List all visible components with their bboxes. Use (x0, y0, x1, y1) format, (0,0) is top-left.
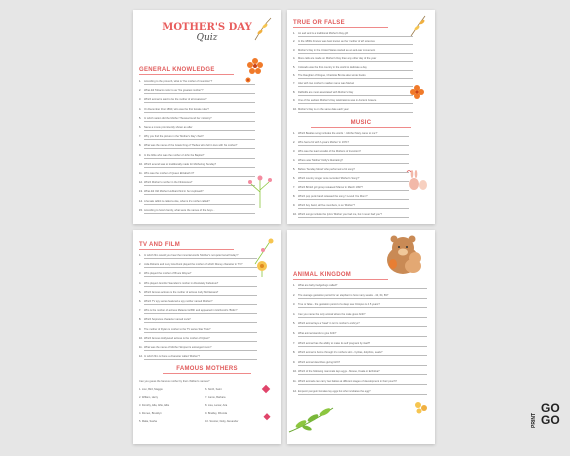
famous-mother-item (139, 420, 157, 423)
daisy-icon (411, 398, 431, 418)
answer-line (144, 121, 255, 122)
famous-intro: Can you guess the famous mother by their children's names? (139, 380, 210, 383)
question-text: Which animals can carry two babies at different stages of development in their pouch? (298, 380, 397, 383)
leaf-icon (251, 16, 273, 42)
question-number: 2. (139, 263, 142, 267)
question-item (293, 159, 409, 164)
question-number: 9. (139, 327, 142, 331)
question-number: 7. (293, 186, 296, 189)
question-number: 8. (139, 318, 142, 322)
bear-mother-icon (383, 234, 427, 276)
answer-line (298, 86, 413, 87)
answer-line (144, 130, 255, 131)
question-item (139, 181, 255, 186)
answer-line (144, 267, 257, 268)
answer-line (298, 53, 413, 54)
question-text: Which Mother's mother in the Flintstones? (144, 181, 193, 185)
question-text: Can you name the only animal where the male gives birth? (298, 312, 366, 316)
question-text: Who was the lead vocalist of the Mothers of Invention? (298, 150, 361, 153)
question-text: What was the name of the Greek King of Thebes who fell in love with his mother? (144, 144, 238, 148)
question-item (139, 154, 255, 159)
question-item (139, 318, 257, 323)
leaf-branch-icon (287, 402, 337, 438)
question-text: Which famous Hollywood actress is the mother of Dylan? (144, 336, 210, 340)
question-item (139, 144, 255, 149)
question-item (139, 108, 255, 113)
question-item (139, 172, 255, 177)
question-number: 7. (139, 309, 142, 313)
question-text: Which famous actress is the mother of actress Jody McNamara? (144, 290, 219, 294)
question-text: More calls are made on Mother's Day than any other day of the year (298, 57, 377, 61)
answer-line (298, 190, 409, 191)
answer-line (144, 276, 257, 277)
answer-line (144, 185, 255, 186)
answer-line (298, 326, 427, 327)
question-text: Who played the mother of Bruce Wayne? (144, 272, 192, 276)
question-number: 4. (139, 281, 142, 285)
question-number: 3. (293, 303, 296, 307)
question-number: 2. (293, 293, 296, 297)
answer-line (298, 70, 413, 71)
question-number: 13. (139, 190, 143, 194)
question-text: A female rabbit is called a doe, what is it's mother called? (144, 199, 210, 203)
question-item (293, 57, 413, 62)
children-names: Lisa, Lamar, Aria (207, 404, 228, 407)
question-text: In which film would you hear the immortal words 'Mother's not quite herself today'? (144, 254, 239, 257)
quiz-page-tv-famous-mothers (133, 230, 281, 444)
answer-line (144, 322, 257, 323)
page-title: MOTHER'S DAY (162, 22, 252, 33)
question-item (293, 141, 409, 146)
item-number: 8. (205, 404, 208, 407)
question-text: Before 'Sunday Mood' who performed a hit song? (298, 168, 355, 171)
brand-logo: PRINT GO GO (531, 401, 560, 428)
answer-line (298, 136, 409, 137)
question-number: 2. (293, 141, 296, 144)
question-number: 1. (139, 80, 142, 83)
answer-line (144, 176, 255, 177)
question-item (293, 168, 409, 173)
question-number: 4. (293, 159, 296, 162)
famous-mother-item (205, 388, 222, 391)
question-number: 8. (293, 90, 296, 94)
question-item (293, 49, 413, 54)
question-text: Which animal is borne through it's mothers skin - hydras, dolphins, seals? (298, 351, 383, 355)
question-text: True or false - the gestation period of a deep sea Octopus is 4.5 years? (298, 303, 380, 307)
question-item (139, 254, 257, 259)
question-number: 9. (293, 99, 296, 103)
answer-line (298, 346, 427, 347)
section-heading: TRUE OR FALSE (293, 20, 345, 26)
answer-line (298, 145, 409, 146)
question-text: Mother's Day in the United States started as an anti-war movement (298, 48, 376, 52)
answer-line (298, 208, 409, 209)
famous-mother-item (139, 388, 163, 391)
question-number: 14. (139, 199, 143, 203)
children-names: Romeo, Brooklyn (141, 412, 162, 415)
question-number: 2. (293, 40, 296, 44)
question-item (293, 82, 413, 87)
famous-mother-item (205, 396, 225, 399)
answer-line (144, 158, 255, 159)
question-text: What are baby hedgehogs called? (298, 284, 338, 287)
children-names: Dorothy, Ella, Alfie, Ellie (141, 404, 170, 407)
question-text: What did Old Mother Hubbard find in her cupboard? (144, 190, 204, 194)
question-number: 5. (139, 290, 142, 294)
question-number: 8. (293, 351, 296, 355)
question-number: 9. (139, 153, 142, 157)
question-text: Daffodils are most associated with Mother's Day (298, 90, 354, 94)
question-number: 6. (139, 126, 142, 129)
children-names: Scooter, Detty, Alexander (209, 420, 239, 423)
question-text: Which pop punk band released the song 'I Loved You Mom'? (298, 195, 368, 198)
question-item (139, 300, 257, 305)
question-text: In the 1800s France was best known as the 'mother of all' sciences (298, 40, 375, 44)
question-item (139, 163, 255, 168)
question-number: 5. (293, 168, 296, 171)
question-item (139, 263, 257, 268)
answer-line (298, 336, 427, 337)
question-item (293, 342, 427, 347)
famous-mother-item (139, 396, 158, 399)
question-text: Who had a hit with 'Lyssa's Mother' in 1971? (298, 141, 349, 144)
question-number: 3. (293, 150, 296, 153)
answer-line (298, 112, 413, 113)
quiz-page-general-knowledge (133, 10, 281, 224)
famous-mother-item (205, 412, 227, 415)
question-text: Which songs include the lyrics 'Mother you had me, but I never had you'? (298, 213, 382, 216)
question-number: 5. (293, 322, 296, 326)
children-names: Jamie, Barbara (207, 396, 226, 399)
question-item (293, 322, 427, 327)
answer-line (298, 61, 413, 62)
question-text: Who was the mother of Queen Elizabeth II? (144, 172, 195, 175)
question-number: 8. (293, 195, 296, 198)
question-number: 11. (139, 172, 143, 175)
answer-line (144, 359, 257, 360)
famous-mother-item (205, 404, 227, 407)
item-number: 9. (205, 412, 208, 415)
question-text: What did Tobacco refer to as "the greatest mother"? (144, 89, 204, 93)
question-item (139, 309, 257, 314)
question-item (293, 351, 427, 356)
question-item (139, 80, 255, 85)
question-item (293, 40, 413, 45)
section-heading: FAMOUS MOTHERS (176, 366, 238, 372)
answer-line (298, 181, 409, 182)
question-text: Who played Jennifer Saunders's mother in Absolutely Fabulous? (144, 281, 219, 285)
question-number: 4. (139, 107, 142, 111)
question-item (293, 204, 409, 209)
answer-line (298, 307, 427, 308)
question-number: 4. (293, 312, 296, 316)
question-item (139, 135, 255, 140)
answer-line (144, 258, 257, 259)
question-number: 10. (293, 370, 297, 374)
question-item (293, 91, 413, 96)
question-item (293, 370, 427, 375)
question-text: In which film is there a character called 'Mother'? (144, 355, 200, 359)
item-number: 7. (205, 396, 208, 399)
answer-line (144, 204, 255, 205)
question-item (293, 390, 427, 395)
question-number: 1. (293, 284, 296, 287)
answer-line (298, 217, 409, 218)
question-number: 12. (293, 389, 297, 393)
question-item (139, 209, 255, 214)
question-number: 6. (293, 177, 296, 180)
question-text: According to how's family, what were the names of the boys... (144, 208, 215, 212)
answer-line (144, 341, 257, 342)
section-heading: ANIMAL KINGDOM (293, 272, 352, 278)
item-number: 10. (205, 420, 210, 423)
answer-line (144, 84, 255, 85)
divider (293, 27, 388, 28)
question-text: In the bible who was the mother of John the Baptist? (144, 153, 205, 157)
question-item (139, 337, 257, 342)
question-number: 3. (293, 48, 296, 52)
question-number: 7. (293, 341, 296, 345)
question-text: Which of the following mammals lays eggs - Mouse, Koala or Echidna? (298, 370, 380, 374)
item-number: 4. (139, 412, 142, 415)
question-text: The Daughter of Rogue, Charlotte Bronte also wrote books (298, 74, 366, 77)
question-text: What was the name of Mother Simpson's estranged mom? (144, 346, 212, 349)
question-number: 5. (139, 116, 142, 120)
question-text: What animal stands to give birth? (298, 332, 337, 335)
question-item (139, 282, 257, 287)
question-text: Which Sopranos character named Livia? (144, 318, 191, 322)
question-number: 3. (139, 272, 142, 276)
answer-line (298, 355, 427, 356)
children-names: Malia, Sasha (141, 420, 157, 423)
question-number: 10. (139, 336, 143, 340)
answer-line (144, 213, 255, 214)
answer-line (144, 332, 257, 333)
quiz-page-animal-kingdom (287, 230, 435, 444)
question-text: Which country singer once recorded 'Mother's Song'? (298, 177, 360, 180)
question-number: 15. (139, 208, 143, 212)
question-item (293, 284, 427, 289)
question-item (293, 313, 427, 318)
section-heading: TV AND FILM (139, 242, 181, 248)
question-item (139, 190, 255, 195)
quiz-page-true-or-false-music (287, 10, 435, 224)
item-number: 2. (139, 396, 142, 399)
question-item (139, 355, 257, 360)
question-text: Who is the mother of actress Melanie Griffith and appeared in Hitchcock's 'Birds'? (144, 309, 238, 313)
question-text: Which amend was to traditionally made for Mothering Sunday? (144, 162, 217, 166)
question-number: 6. (139, 300, 142, 303)
question-text: Mother's Day is on the same date each year (298, 107, 349, 111)
answer-line (144, 167, 255, 168)
question-item (293, 303, 427, 308)
divider (139, 249, 234, 250)
question-item (139, 200, 255, 205)
answer-line (144, 295, 257, 296)
question-text: On December 31st 1890, who was the first female ruler? (144, 107, 209, 111)
question-text: Which animal has the ability to make its self pregnant by itself? (298, 341, 371, 345)
answer-line (144, 313, 257, 314)
question-item (139, 328, 257, 333)
question-item (293, 195, 409, 200)
question-text: Which boy band, all five members, is so 'Mother'? (298, 204, 355, 207)
question-item (139, 291, 257, 296)
question-text: According to the proverb, what is "the mother of invention"? (144, 80, 213, 83)
question-text: Name a movie prominently shown as after (144, 126, 193, 129)
question-item (139, 272, 257, 277)
question-item (293, 108, 413, 113)
question-text: Where was 'Mother' Dolly's illustrating? (298, 159, 343, 162)
question-number: 11. (293, 380, 297, 383)
divider (139, 74, 234, 75)
answer-line (144, 102, 255, 103)
question-text: In which nation did the Mother Theresa found her ministry? (144, 116, 212, 120)
question-number: 1. (293, 32, 296, 35)
answer-line (298, 384, 427, 385)
question-item (293, 99, 413, 104)
answer-line (298, 374, 427, 375)
question-item (293, 294, 427, 299)
question-item (293, 213, 409, 218)
question-number: 10. (293, 107, 297, 111)
question-text: Which TV spy series featured a spy mother named Mother? (144, 300, 213, 303)
flower-icon (257, 384, 277, 424)
question-item (293, 361, 427, 366)
question-item (293, 380, 427, 385)
answer-line (144, 112, 255, 113)
question-item (293, 177, 409, 182)
question-number: 8. (139, 144, 142, 148)
question-item (293, 32, 413, 37)
question-text: Which animal is said to be the mother of all creatures? (144, 98, 207, 102)
item-number: 1. (139, 388, 142, 391)
question-item (293, 74, 413, 79)
question-text: Julia Roberts and Lucy Ana Dunk played the mother of which Disney character in TV? (144, 263, 243, 267)
question-item (293, 186, 409, 191)
answer-line (144, 139, 255, 140)
answer-line (298, 95, 413, 96)
question-number: 6. (293, 74, 296, 77)
divider (311, 127, 411, 128)
children-names: North, Saint (207, 388, 222, 391)
flower-sprig-icon (245, 170, 275, 210)
question-text: Colorado was the first country in the world to dedicate a day (298, 65, 367, 69)
page-subtitle: Quiz (196, 33, 218, 43)
question-text: One of the earliest Mother's Day celebrations was in Ancient Greece (298, 99, 377, 103)
answer-line (144, 148, 255, 149)
section-heading: GENERAL KNOWLEDGE (139, 67, 215, 73)
item-number: 6. (205, 388, 208, 391)
question-item (293, 66, 413, 71)
question-text: Which animal lays a 'head' in turn's mother's embryo? (298, 322, 360, 326)
answer-line (144, 304, 257, 305)
question-text: The average gestation period for an elephant is how many weeks - 42, 64, 89? (298, 293, 389, 297)
question-number: 1. (293, 132, 296, 135)
question-number: 3. (139, 98, 142, 102)
question-number: 1. (139, 254, 142, 257)
question-number: 7. (293, 82, 296, 86)
question-number: 9. (293, 360, 296, 364)
answer-line (298, 44, 413, 45)
question-text: Emperor penguin females lay eggs but who incubates the egg? (298, 389, 371, 393)
answer-line (298, 394, 427, 395)
answer-line (144, 286, 257, 287)
answer-line (298, 365, 427, 366)
item-number: 5. (139, 420, 142, 423)
section-heading: MUSIC (350, 120, 372, 126)
question-number: 12. (139, 355, 143, 359)
question-item (139, 89, 255, 94)
question-number: 7. (139, 135, 142, 139)
question-text: The mother of Dylan is mother to the TV series Star Trek? (144, 327, 211, 331)
question-item (293, 150, 409, 155)
question-item (139, 126, 255, 131)
question-item (139, 98, 255, 103)
answer-line (298, 154, 409, 155)
question-text: Why you find the picture in the 'Mother's Day' chart? (144, 135, 204, 139)
answer-line (144, 194, 255, 195)
children-names: Bradley, Rhonda (207, 412, 228, 415)
question-number: 11. (139, 346, 143, 349)
answer-line (298, 199, 409, 200)
answer-line (298, 163, 409, 164)
question-number: 4. (293, 57, 296, 61)
children-names: Lion, Bird, Maggie (141, 388, 163, 391)
question-text: Also with two mother's maiden name was Marvel (298, 82, 354, 86)
question-number: 9. (293, 204, 296, 207)
question-text: An earl and is a traditional Mother's Day gift (298, 32, 349, 35)
question-item (293, 132, 409, 137)
famous-mother-item (205, 420, 238, 423)
children-names: William, Harry (141, 396, 159, 399)
answer-line (144, 93, 255, 94)
question-number: 6. (293, 332, 296, 335)
answer-line (298, 78, 413, 79)
question-text: Which British girl group released 'Mama' in March 1997? (298, 186, 363, 189)
flower-icon (407, 82, 427, 102)
question-number: 10. (139, 162, 143, 166)
question-number: 5. (293, 65, 296, 69)
answer-line (144, 350, 257, 351)
answer-line (298, 103, 413, 104)
rabbit-mother-icon (405, 168, 431, 192)
question-text: Which Beatles song includes the words '...Mother Mary came to me'? (298, 132, 378, 135)
question-number: 12. (139, 181, 143, 185)
answer-line (298, 172, 409, 173)
famous-mother-item (139, 404, 169, 407)
divider (293, 279, 388, 280)
answer-line (298, 288, 427, 289)
question-number: 10. (293, 213, 297, 216)
answer-line (298, 36, 413, 37)
question-number: 2. (139, 89, 142, 93)
answer-line (298, 317, 427, 318)
question-item (139, 346, 257, 351)
question-item (293, 332, 427, 337)
answer-line (298, 298, 427, 299)
question-text: Which animal describes giving birth? (298, 360, 341, 364)
item-number: 3. (139, 404, 142, 407)
divider (163, 373, 251, 374)
question-item (139, 117, 255, 122)
famous-mother-item (139, 412, 162, 415)
